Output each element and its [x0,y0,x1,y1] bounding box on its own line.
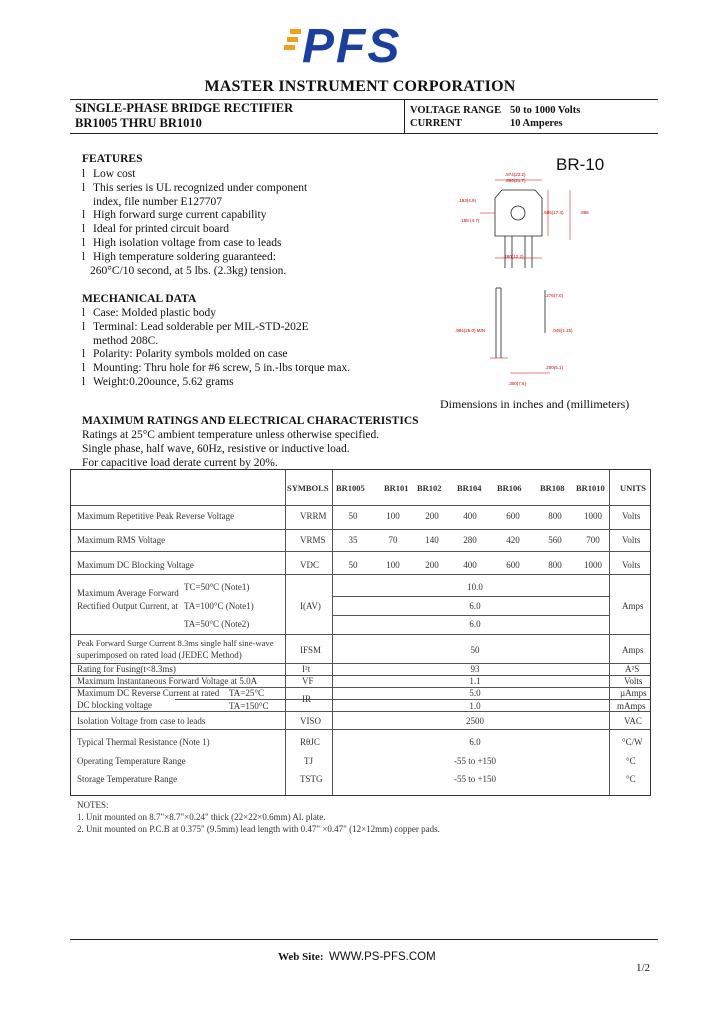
symbol: IR [302,694,311,704]
unit: °C [626,756,636,766]
unit: °C/W [622,737,643,747]
symbol: IFSM [300,645,322,655]
value-cell: 800 [548,511,562,521]
symbol: VDC [300,560,320,570]
corporation-name: MASTER INSTRUMENT CORPORATION [204,78,516,95]
header-bottom-rule [70,133,658,134]
mechanical-item: l Weight:0.20ounce, 5.62 grams [82,375,234,388]
dimensions-caption: Dimensions in inches and (millimeters) [440,397,630,411]
feature-item: l Low cost [82,168,136,180]
dim-label: .200(5.1) [545,365,564,370]
note-item: 1. Unit mounted on 8.7"×8.7"×0.24" thick (22×22×0.6mm) Al. plate. [77,812,326,822]
param-label: Isolation Voltage from case to leads [77,716,206,726]
web-site-label: Web Site: [278,951,324,963]
value-cell: 600 [506,560,520,570]
value-cell: 700 [586,535,600,545]
unit: Amps [622,601,644,611]
dim-label: .866 [580,210,589,215]
value-cell: 6.0 [469,601,481,611]
param-label: Maximum RMS Voltage [77,535,166,545]
param-label: Operating Temperature Range [77,756,186,766]
col-header: BR104 [457,483,482,493]
unit: Volts [622,560,641,570]
symbol: VISO [300,716,322,726]
value-cell: 200 [425,560,439,570]
unit: °C [626,774,636,784]
symbol: TJ [304,756,313,766]
mechanical-item: method 208C. [93,334,159,347]
unit: A²S [625,664,640,674]
feature-item: index, file number E127707 [93,195,223,208]
unit: mAmps [617,701,646,711]
dim-label: .276(7.0) [545,293,564,298]
current-label: CURRENT [410,118,462,129]
value-cell: 50 [348,560,358,570]
symbol: RθJC [300,737,320,747]
note-item: 2. Unit mounted on P.C.B at 0.375" (9.5mm) lead length with 0.47" ×0.47" (12×12mm) copper pads. [77,824,440,834]
mechanical-item: l Polarity: Polarity symbols molded on case [82,348,288,361]
value-cell: 50 [470,645,480,655]
value-cell: 5.0 [469,688,481,698]
col-header: BR102 [417,483,442,493]
footer-rule [70,939,658,940]
value-cell: 2500 [466,716,484,726]
param-label: Rectified Output Current, at [77,601,178,611]
condition: TA=100°C (Note1) [184,601,254,611]
param-label: Maximum Instantaneous Forward Voltage at 5.0A [77,676,258,686]
value-cell: 1.1 [469,676,481,686]
value-cell: 140 [425,535,439,545]
ratings-title: MAXIMUM RATINGS AND ELECTRICAL CHARACTERISTICS [82,415,419,427]
dim-label: .480(12.2) [503,254,524,259]
dim-label: .856(21.7) [505,178,526,183]
col-header-units: UNITS [620,483,646,493]
feature-item: l Ideal for printed circuit board [82,223,230,236]
symbol: TSTG [300,774,323,784]
logo-text: PFS [302,22,402,66]
col-header: BR106 [497,483,522,493]
col-header: BR101 [384,483,409,493]
condition: TA=50°C (Note2) [184,619,250,629]
unit: Volts [622,535,641,545]
header-divider [404,99,405,133]
symbol: VF [302,676,314,686]
feature-item: l This series is UL recognized under component [82,181,308,194]
product-type: SINGLE-PHASE BRIDGE RECTIFIER [75,101,294,115]
param-label: Storage Temperature Range [77,774,178,784]
unit: VAC [624,716,642,726]
value-cell: 280 [463,535,477,545]
pfs-logo [284,22,444,66]
product-range: BR1005 THRU BR1010 [75,116,202,130]
value-cell: 400 [463,511,477,521]
package-name: BR-10 [556,155,605,174]
param-label: Maximum DC Blocking Voltage [77,560,194,570]
condition: TA=25°C [229,688,264,698]
value-cell: 1000 [584,560,602,570]
unit: Amps [622,645,644,655]
ratings-note: Ratings at 25°C ambient temperature unless otherwise specified. [82,429,380,441]
symbol: VRRM [300,511,327,521]
unit: µAmps [620,688,647,698]
value-cell: 70 [388,535,398,545]
dim-label: .685(17.4) [543,210,564,215]
value-cell: 100 [386,560,400,570]
mechanical-list [82,307,350,390]
value-cell: 10.0 [467,582,483,592]
value-cell: 93 [470,664,480,674]
param-label: Peak Forward Surge Current 8.3ms single half sine-wave [77,638,274,648]
value-cell: 400 [463,560,477,570]
current-value: 10 Amperes [510,118,563,129]
value-cell: 1.0 [469,701,481,711]
feature-item: l High temperature soldering guaranteed: [82,250,276,263]
value-cell: 1000 [584,511,602,521]
param-label: superimposed on rated load (JEDEC Method) [77,650,242,660]
value-cell: 35 [348,535,358,545]
value-cell: -55 to +150 [453,756,497,766]
unit: Volts [624,676,643,686]
value-cell: 560 [548,535,562,545]
header-top-rule [70,99,658,100]
voltage-value: 50 to 1000 Volts [510,105,581,116]
dim-label: .045(1.15) [552,328,573,333]
value-cell: 6.0 [469,619,481,629]
value-cell: 800 [548,560,562,570]
ratings-note: For capacitive load derate current by 20%. [82,457,278,469]
col-header-symbols: SYMBOLS [287,483,329,493]
mechanical-item: l Case: Molded plastic body [82,307,216,319]
condition: TC=50°C (Note1) [184,582,250,592]
condition: TA=150°C [229,701,269,711]
symbol: I(AV) [300,601,321,611]
feature-item: l High isolation voltage from case to leads [82,236,282,249]
dim-label: .300(7.6) [508,381,527,386]
param-label: Maximum DC Reverse Current at rated [77,688,220,698]
features-list [82,168,307,278]
dim-label: .984(25.0) MIN [455,328,486,333]
notes-title: NOTES: [77,800,109,810]
feature-item: 260°C/10 second, at 5 lbs. (2.3kg) tension. [90,264,287,277]
col-header: BR108 [540,483,565,493]
features-title: FEATURES [82,153,143,165]
col-header: BR1005 [336,483,365,493]
unit: Volts [622,511,641,521]
ratings-note: Single phase, half wave, 60Hz, resistive or inductive load. [82,443,350,455]
page-number: 1/2 [636,962,651,974]
value-cell: 200 [425,511,439,521]
mechanical-item: l Terminal: Lead solderable per MIL-STD-202E [82,320,309,333]
value-cell: 600 [506,511,520,521]
feature-item: l High forward surge current capability [82,209,267,222]
value-cell: 50 [348,511,358,521]
param-label: DC blocking voltage [77,700,152,710]
dim-label: .874(22.2) [505,172,526,177]
symbol: I²t [302,664,311,674]
symbol: VRMS [300,535,326,545]
value-cell: 100 [386,511,400,521]
voltage-label: VOLTAGE RANGE [410,105,502,116]
param-label: Typical Thermal Resistance (Note 1) [77,737,210,747]
param-label: Maximum Repetitive Peak Reverse Voltage [77,511,235,521]
mechanical-item: l Mounting: Thru hole for #6 screw, 5 in.-lbs torque max. [82,362,351,375]
mechanical-title: MECHANICAL DATA [82,293,197,305]
web-site-link[interactable]: WWW.PS-PFS.COM [329,951,436,963]
param-label: Maximum Average Forward [77,588,179,598]
value-cell: 6.0 [469,737,481,747]
dim-label: .185 (4.7) [460,218,480,223]
col-header: BR1010 [576,483,605,493]
param-label: Rating for Fusing(t<8.3ms) [77,664,176,674]
value-cell: -55 to +150 [453,774,497,784]
value-cell: 420 [506,535,520,545]
dim-label: .193(4.9) [458,198,477,203]
